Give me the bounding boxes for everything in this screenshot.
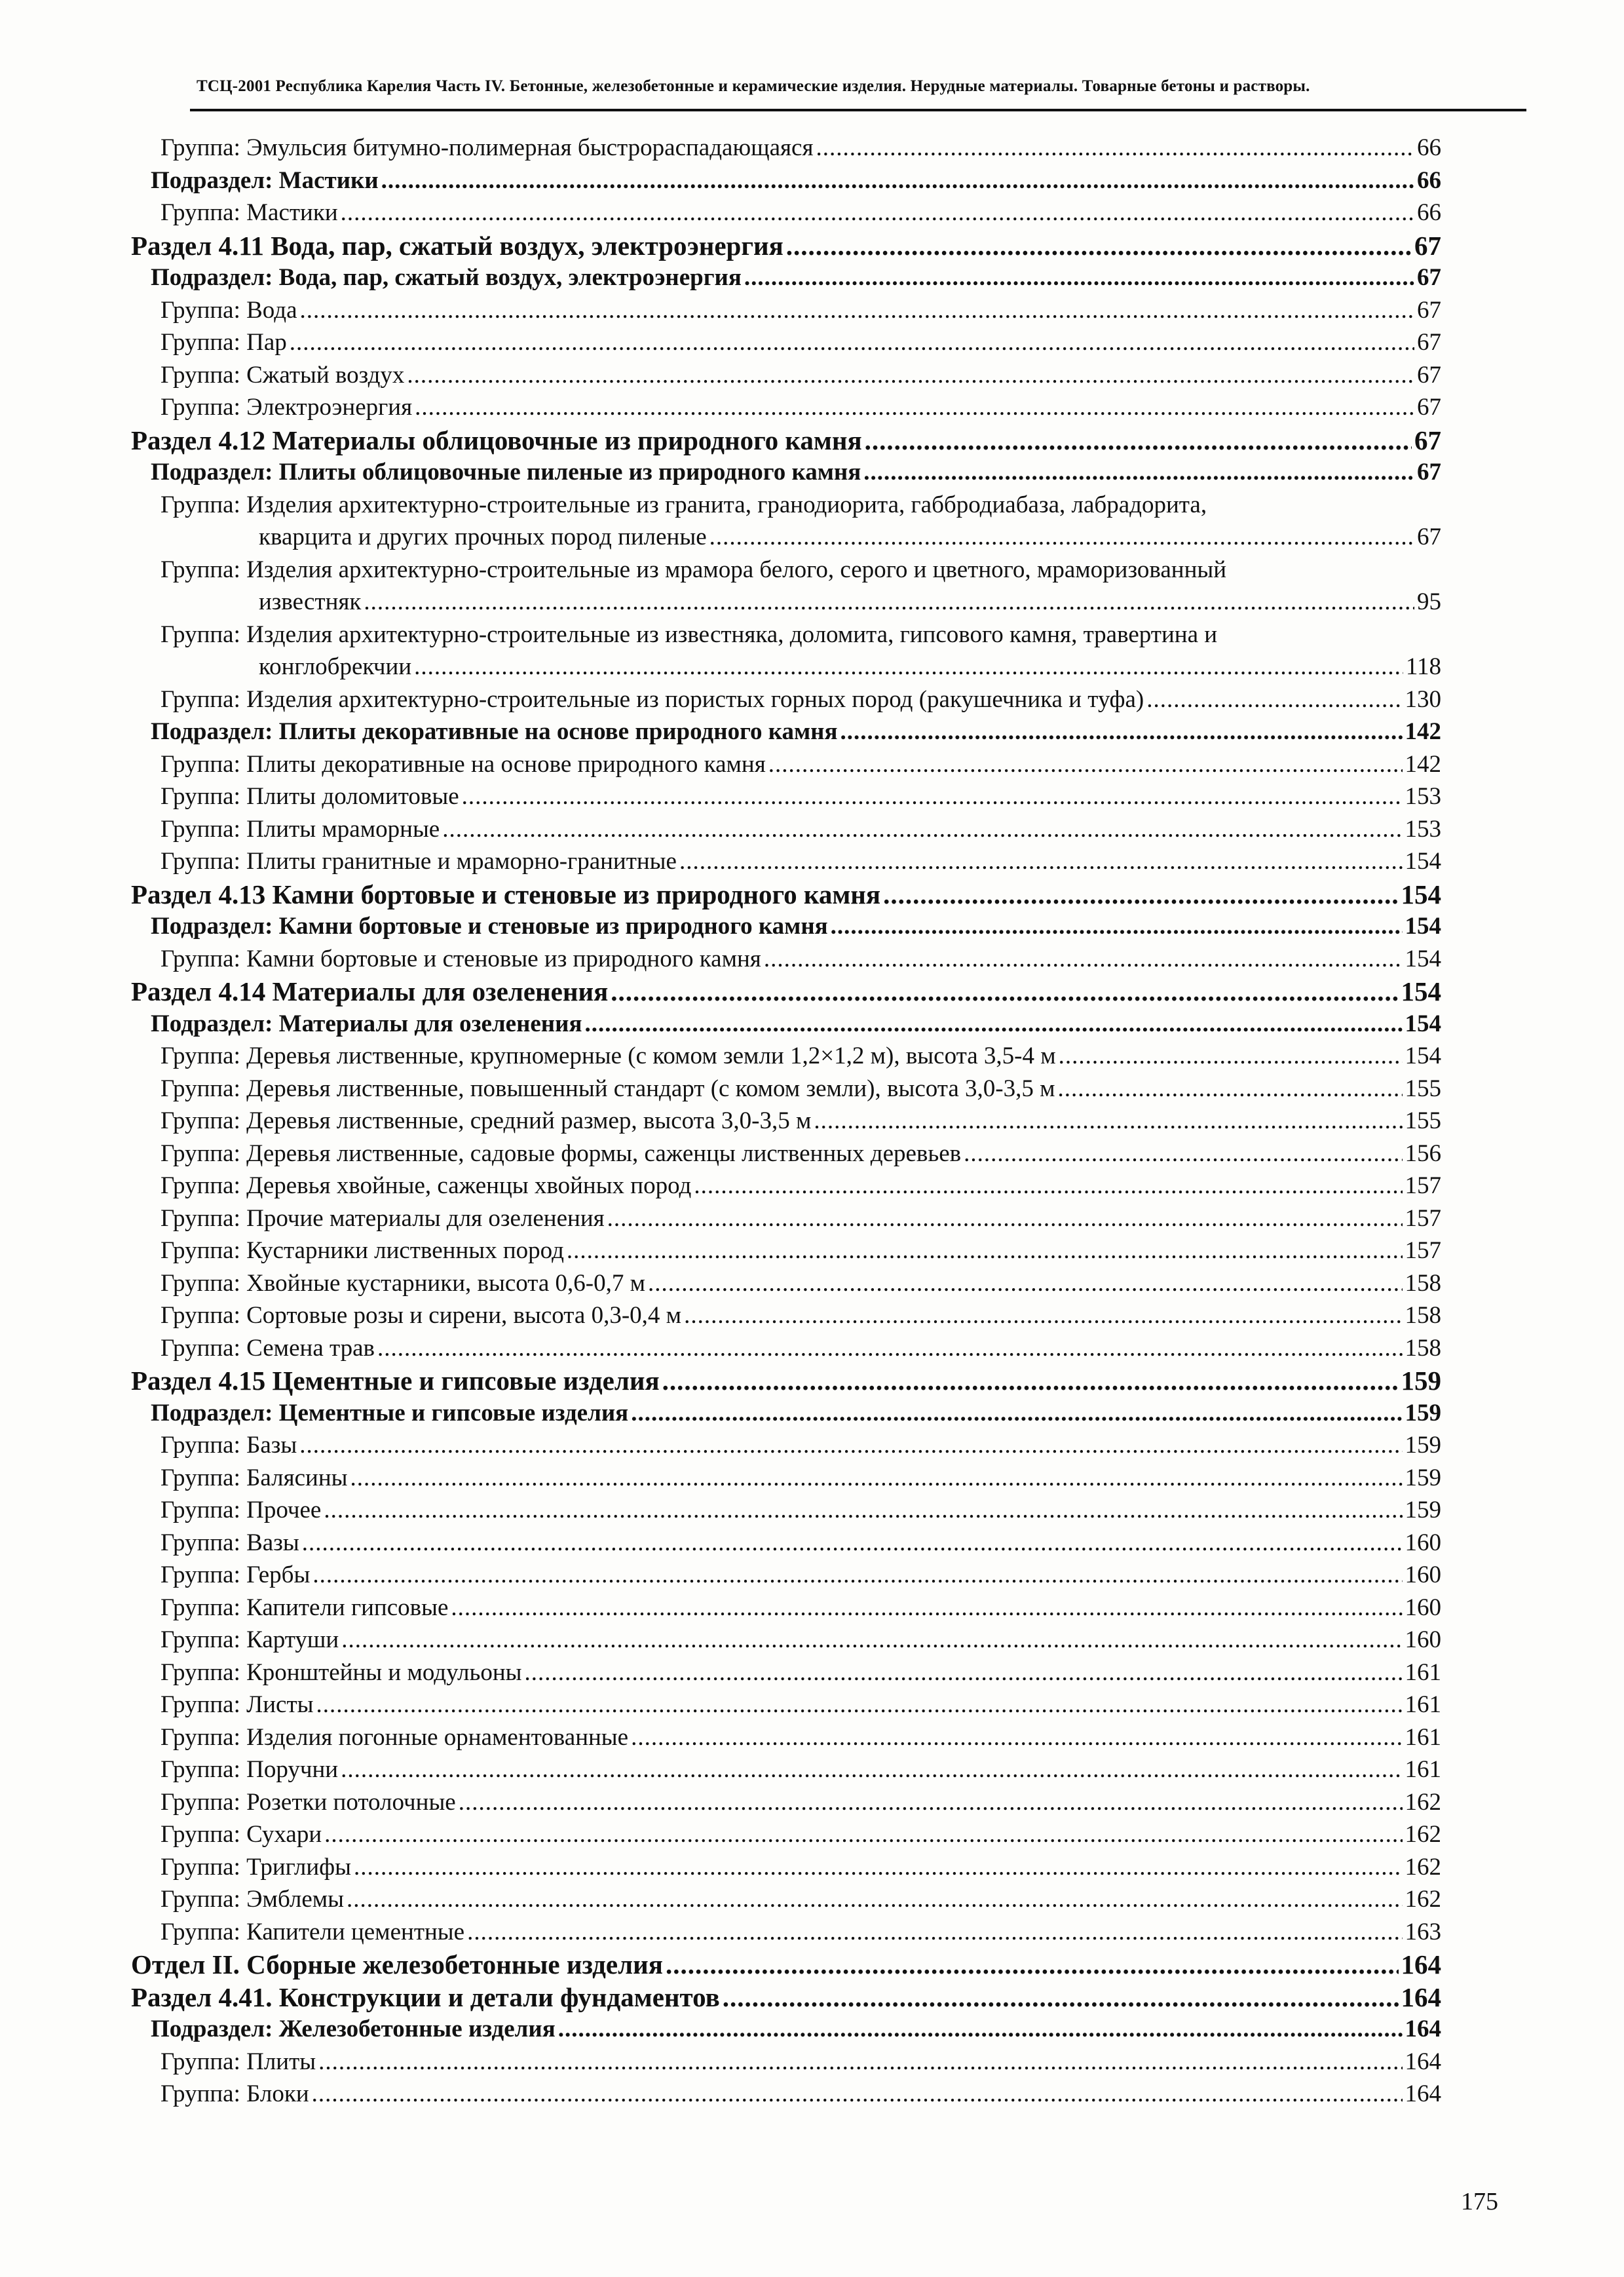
entry-page-number: 67 xyxy=(1417,459,1441,486)
dot-leader xyxy=(459,1787,1403,1818)
group-entry xyxy=(161,814,1441,845)
dot-leader xyxy=(584,1008,1402,1040)
group-entry xyxy=(161,132,1441,164)
entry-title: Подраздел: Плиты облицовочные пиленые из природного камня xyxy=(151,459,861,486)
dot-leader xyxy=(407,360,1414,391)
group-entry xyxy=(161,2046,1441,2078)
entry-title: Подраздел: Цементные и гипсовые изделия xyxy=(151,1399,629,1426)
dot-leader xyxy=(607,1203,1403,1234)
entry-title: конглобрекчии xyxy=(259,653,412,680)
entry-page-number: 142 xyxy=(1405,750,1441,778)
entry-title: Группа: Деревья хвойные, саженцы хвойных пород xyxy=(161,1172,692,1199)
entry-title: Группа: Пар xyxy=(161,329,287,356)
group-entry xyxy=(161,360,1441,391)
dot-leader xyxy=(316,1689,1402,1721)
entry-page-number: 158 xyxy=(1405,1302,1441,1329)
entry-page-number: 67 xyxy=(1417,394,1441,421)
entry-title: Группа: Сортовые розы и сирени, высота 0,3-0,4 м xyxy=(161,1302,682,1329)
entry-title: Группа: Картуши xyxy=(161,1626,339,1653)
group-entry xyxy=(161,1235,1441,1267)
entry-title: Группа: Изделия архитектурно-строительные из пористых горных пород (ракушечника и туфа) xyxy=(161,685,1144,713)
entry-page-number: 164 xyxy=(1401,1949,1441,1980)
section-entry xyxy=(131,1365,1441,1396)
entry-page-number: 142 xyxy=(1405,718,1441,745)
entry-page-number: 67 xyxy=(1414,425,1441,455)
dot-leader xyxy=(300,295,1415,326)
entry-page-number: 159 xyxy=(1405,1497,1441,1523)
group-entry xyxy=(161,1300,1441,1331)
entry-page-number: 157 xyxy=(1405,1204,1441,1232)
entry-page-number: 157 xyxy=(1405,1172,1441,1199)
group-entry xyxy=(161,1170,1441,1202)
dot-leader xyxy=(1058,1073,1403,1105)
entry-page-number: 159 xyxy=(1405,1432,1441,1459)
group-entry xyxy=(161,846,1441,877)
entry-title: Группа: Триглифы xyxy=(161,1853,352,1881)
group-entry xyxy=(161,1527,1441,1559)
section-entry xyxy=(131,1949,1441,1980)
entry-title: Группа: Плиты мраморные xyxy=(161,815,440,843)
dot-leader xyxy=(415,392,1414,423)
dot-leader xyxy=(694,1170,1402,1202)
entry-title: Группа: Семена трав xyxy=(161,1334,375,1362)
entry-title: Отдел II. Сборные железобетонные изделия xyxy=(131,1949,663,1980)
entry-title: Группа: Изделия архитектурно-строительные из мрамора белого, серого и цветного, мраморизованный xyxy=(161,556,1227,583)
group-entry-continuation xyxy=(259,522,1441,553)
entry-page-number: 157 xyxy=(1405,1237,1441,1264)
entry-page-number: 159 xyxy=(1401,1366,1441,1396)
subsection-entry xyxy=(151,262,1441,294)
entry-page-number: 158 xyxy=(1405,1334,1441,1362)
entry-title: Подраздел: Вода, пар, сжатый воздух, электроэнергия xyxy=(151,264,742,291)
dot-leader xyxy=(631,1398,1402,1429)
dot-leader xyxy=(786,230,1412,261)
entry-title: Группа: Капители гипсовые xyxy=(161,1594,449,1621)
entry-page-number: 156 xyxy=(1405,1139,1441,1167)
entry-title: Группа: Вазы xyxy=(161,1529,299,1556)
entry-title: Группа: Плиты доломитовые xyxy=(161,783,459,810)
section-entry xyxy=(131,425,1441,456)
entry-title: Группа: Деревья лиственные, крупномерные (с комом земли 1,2×1,2 м), высота 3,5-4 м xyxy=(161,1043,1056,1069)
subsection-entry xyxy=(151,1008,1441,1040)
group-entry xyxy=(161,327,1441,358)
dot-leader xyxy=(341,1624,1402,1656)
entry-title: Подраздел: Камни бортовые и стеновые из природного камня xyxy=(151,913,828,940)
dot-leader xyxy=(865,425,1412,456)
entry-page-number: 67 xyxy=(1417,296,1441,324)
entry-title: Группа: Изделия погонные орнаментованные xyxy=(161,1723,629,1751)
entry-title: Группа: Кронштейны и модульоны xyxy=(161,1658,522,1686)
entry-title: Подраздел: Железобетонные изделия xyxy=(151,2016,556,2042)
entry-page-number: 154 xyxy=(1405,1043,1441,1069)
entry-title: Группа: Капители цементные xyxy=(161,1918,465,1945)
group-entry xyxy=(161,1073,1441,1105)
dot-leader xyxy=(631,1722,1402,1753)
entry-page-number: 160 xyxy=(1405,1561,1441,1588)
entry-title: Группа: Плиты гранитные и мраморно-гранитные xyxy=(161,848,677,875)
group-entry xyxy=(161,1722,1441,1753)
group-entry-continuation xyxy=(259,651,1441,683)
entry-title: Группа: Эмульсия битумно-полимерная быстрораспадающаяся xyxy=(161,134,814,161)
entry-page-number: 67 xyxy=(1417,264,1441,291)
entry-page-number: 164 xyxy=(1401,1981,1441,2012)
group-entry xyxy=(161,1333,1441,1364)
entry-title: Группа: Листы xyxy=(161,1691,314,1718)
entry-page-number: 158 xyxy=(1405,1269,1441,1297)
dot-leader xyxy=(814,1105,1402,1137)
entry-page-number: 164 xyxy=(1405,2048,1441,2075)
dot-leader xyxy=(324,1495,1402,1526)
entry-title: Раздел 4.14 Материалы для озеленения xyxy=(131,976,609,1006)
dot-leader xyxy=(364,586,1414,618)
dot-leader xyxy=(684,1300,1402,1331)
entry-title: Группа: Розетки потолочные xyxy=(161,1788,456,1816)
entry-page-number: 154 xyxy=(1405,1010,1441,1037)
entry-page-number: 95 xyxy=(1417,588,1441,615)
dot-leader xyxy=(414,651,1403,683)
group-entry xyxy=(161,1495,1441,1526)
group-entry xyxy=(161,1689,1441,1721)
dot-leader xyxy=(341,197,1414,229)
group-entry xyxy=(161,1463,1441,1494)
dot-leader xyxy=(840,716,1403,748)
entry-page-number: 160 xyxy=(1405,1626,1441,1653)
header-rule xyxy=(190,109,1526,111)
dot-leader xyxy=(299,1430,1402,1461)
entry-page-number: 159 xyxy=(1405,1464,1441,1491)
dot-leader xyxy=(462,781,1403,813)
group-entry xyxy=(161,1268,1441,1299)
entry-page-number: 155 xyxy=(1405,1107,1441,1134)
entry-title: Группа: Деревья лиственные, средний размер, высота 3,0-3,5 м xyxy=(161,1107,812,1134)
group-entry xyxy=(161,392,1441,423)
dot-leader xyxy=(648,1268,1402,1299)
dot-leader xyxy=(312,2078,1403,2110)
entry-page-number: 154 xyxy=(1401,879,1441,909)
dot-leader xyxy=(666,1949,1399,1980)
group-entry xyxy=(161,1430,1441,1461)
group-entry xyxy=(161,1787,1441,1818)
subsection-entry xyxy=(151,2014,1441,2045)
dot-leader xyxy=(764,944,1403,975)
page-number: 175 xyxy=(1461,2188,1498,2215)
entry-page-number: 67 xyxy=(1417,329,1441,356)
entry-title: Подраздел: Материалы для озеленения xyxy=(151,1010,582,1037)
section-entry xyxy=(131,976,1441,1007)
entry-page-number: 164 xyxy=(1405,2080,1441,2107)
subsection-entry xyxy=(151,165,1441,197)
entry-title: кварцита и других прочных пород пиленые xyxy=(259,524,707,550)
entry-page-number: 164 xyxy=(1405,2016,1441,2042)
section-entry xyxy=(131,1981,1441,2013)
subsection-entry xyxy=(151,457,1441,488)
entry-page-number: 160 xyxy=(1405,1594,1441,1621)
entry-title: Группа: Кустарники лиственных пород xyxy=(161,1237,564,1264)
entry-title: Группа: Электроэнергия xyxy=(161,394,413,421)
entry-title: Группа: Поручни xyxy=(161,1756,339,1783)
entry-page-number: 154 xyxy=(1405,945,1441,972)
dot-leader xyxy=(1146,684,1402,716)
dot-leader xyxy=(312,1559,1402,1591)
dot-leader xyxy=(324,1819,1402,1850)
entry-page-number: 67 xyxy=(1414,230,1441,261)
entry-page-number: 162 xyxy=(1405,1788,1441,1816)
group-entry xyxy=(161,1819,1441,1850)
dot-leader xyxy=(863,457,1414,488)
dot-leader xyxy=(1059,1041,1403,1072)
group-entry xyxy=(161,1884,1441,1915)
group-entry xyxy=(161,1624,1441,1656)
entry-title: Группа: Блоки xyxy=(161,2080,309,2107)
group-entry-continuation xyxy=(259,586,1441,618)
group-entry xyxy=(161,1657,1441,1689)
dot-leader xyxy=(347,1884,1402,1915)
dot-leader xyxy=(611,976,1398,1007)
group-entry xyxy=(161,1592,1441,1624)
group-entry xyxy=(161,1105,1441,1137)
dot-leader xyxy=(723,1981,1399,2013)
entry-title: Группа: Камни бортовые и стеновые из природного камня xyxy=(161,945,761,972)
entry-title: Раздел 4.11 Вода, пар, сжатый воздух, электроэнергия xyxy=(131,230,784,261)
dot-leader xyxy=(662,1365,1399,1396)
entry-page-number: 162 xyxy=(1405,1853,1441,1881)
entry-title: Группа: Вода xyxy=(161,296,297,324)
group-entry xyxy=(161,1852,1441,1883)
group-entry xyxy=(161,1559,1441,1591)
entry-title: Группа: Плиты декоративные на основе природного камня xyxy=(161,750,766,778)
subsection-entry xyxy=(151,716,1441,748)
entry-title: Группа: Эмблемы xyxy=(161,1886,345,1913)
dot-leader xyxy=(341,1754,1402,1786)
entry-page-number: 153 xyxy=(1405,815,1441,843)
entry-page-number: 159 xyxy=(1405,1399,1441,1426)
subsection-entry xyxy=(151,1398,1441,1429)
group-entry xyxy=(161,295,1441,326)
entry-page-number: 161 xyxy=(1405,1756,1441,1783)
subsection-entry xyxy=(151,911,1441,942)
dot-leader xyxy=(354,1852,1402,1883)
entry-title: Группа: Деревья лиственные, повышенный стандарт (с комом земли), высота 3,0-3,5 м xyxy=(161,1075,1055,1102)
entry-title: Подраздел: Мастики xyxy=(151,166,379,194)
entry-title: Раздел 4.15 Цементные и гипсовые изделия xyxy=(131,1366,660,1396)
dot-leader xyxy=(290,327,1414,358)
dot-leader xyxy=(350,1463,1403,1494)
entry-title: Группа: Деревья лиственные, садовые формы, саженцы лиственных деревьев xyxy=(161,1139,962,1167)
group-entry xyxy=(161,1138,1441,1170)
section-entry xyxy=(131,879,1441,910)
entry-title: Группа: Плиты xyxy=(161,2048,316,2075)
entry-title: известняк xyxy=(259,588,362,615)
group-entry xyxy=(161,1203,1441,1234)
group-entry xyxy=(161,684,1441,716)
entry-page-number: 130 xyxy=(1405,685,1441,713)
entry-title: Группа: Прочие материалы для озеленения xyxy=(161,1204,605,1232)
entry-page-number: 163 xyxy=(1405,1918,1441,1945)
entry-title: Раздел 4.12 Материалы облицовочные из природного камня xyxy=(131,425,862,455)
entry-page-number: 66 xyxy=(1417,166,1441,194)
entry-page-number: 67 xyxy=(1417,524,1441,550)
dot-leader xyxy=(768,749,1403,780)
dot-leader xyxy=(467,1917,1402,1948)
entry-page-number: 162 xyxy=(1405,1886,1441,1913)
entry-title: Подраздел: Плиты декоративные на основе природного камня xyxy=(151,718,838,745)
entry-title: Группа: Изделия архитектурно-строительные из известняка, доломита, гипсового камня, травертина и xyxy=(161,621,1218,648)
dot-leader xyxy=(883,879,1398,910)
entry-title: Группа: Сухари xyxy=(161,1821,322,1848)
group-entry xyxy=(161,1754,1441,1786)
entry-title: Раздел 4.41. Конструкции и детали фундаментов xyxy=(131,1981,720,2012)
group-entry xyxy=(161,197,1441,229)
entry-page-number: 161 xyxy=(1405,1691,1441,1718)
entry-title: Группа: Балясины xyxy=(161,1464,348,1491)
group-entry xyxy=(161,1917,1441,1948)
entry-title: Группа: Изделия архитектурно-строительные из гранита, гранодиорита, габбродиабаза, лабрадорита, xyxy=(161,491,1207,518)
entry-page-number: 67 xyxy=(1417,361,1441,389)
group-entry xyxy=(161,749,1441,780)
group-entry xyxy=(161,944,1441,975)
dot-leader xyxy=(567,1235,1403,1267)
group-entry xyxy=(161,1041,1441,1072)
dot-leader xyxy=(744,262,1414,294)
entry-title: Группа: Прочее xyxy=(161,1497,322,1523)
entry-title: Группа: Базы xyxy=(161,1432,297,1459)
dot-leader xyxy=(442,814,1402,845)
dot-leader xyxy=(377,1333,1402,1364)
dot-leader xyxy=(964,1138,1402,1170)
entry-title: Раздел 4.13 Камни бортовые и стеновые из природного камня xyxy=(131,879,881,909)
group-entry xyxy=(161,2078,1441,2110)
entry-page-number: 66 xyxy=(1417,134,1441,161)
entry-title: Группа: Хвойные кустарники, высота 0,6-0,7 м xyxy=(161,1269,646,1297)
entry-page-number: 154 xyxy=(1405,913,1441,940)
dot-leader xyxy=(302,1527,1403,1559)
group-entry xyxy=(161,781,1441,813)
dot-leader xyxy=(679,846,1403,877)
section-entry xyxy=(131,230,1441,261)
entry-title: Группа: Гербы xyxy=(161,1561,311,1588)
entry-page-number: 155 xyxy=(1405,1075,1441,1102)
entry-page-number: 161 xyxy=(1405,1658,1441,1686)
dot-leader xyxy=(816,132,1415,164)
entry-page-number: 118 xyxy=(1405,653,1441,680)
entry-title: Группа: Мастики xyxy=(161,199,338,226)
dot-leader xyxy=(558,2014,1403,2045)
running-header: ТСЦ-2001 Республика Карелия Часть IV. Бетонные, железобетонные и керамические изделия. Нерудные материалы. Товарные бетоны и растворы. xyxy=(197,77,1310,95)
entry-page-number: 154 xyxy=(1401,976,1441,1006)
dot-leader xyxy=(525,1657,1403,1689)
dot-leader xyxy=(831,911,1403,942)
entry-page-number: 153 xyxy=(1405,783,1441,810)
entry-page-number: 154 xyxy=(1405,848,1441,875)
entry-page-number: 161 xyxy=(1405,1723,1441,1751)
dot-leader xyxy=(381,165,1414,197)
dot-leader xyxy=(451,1592,1402,1624)
entry-page-number: 66 xyxy=(1417,199,1441,226)
entry-page-number: 162 xyxy=(1405,1821,1441,1848)
entry-title: Группа: Сжатый воздух xyxy=(161,361,405,389)
entry-page-number: 160 xyxy=(1405,1529,1441,1556)
dot-leader xyxy=(318,2046,1402,2078)
dot-leader xyxy=(709,522,1414,553)
